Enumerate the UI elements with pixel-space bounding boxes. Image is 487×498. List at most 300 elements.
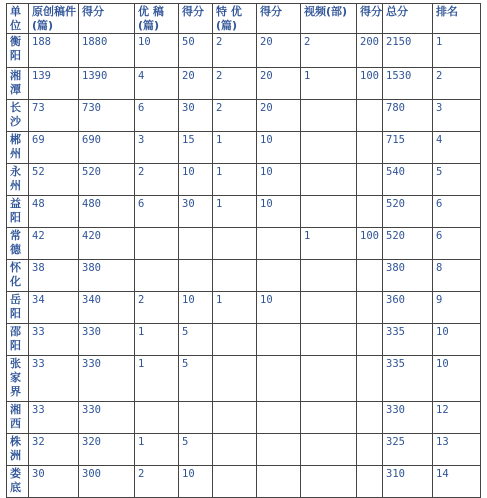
cell-rank [433, 356, 481, 402]
cell-original [29, 324, 79, 356]
cell-score-value: 520 [82, 166, 101, 178]
cell-unit-value: 张家界 [10, 357, 21, 398]
cell-excellent-score [179, 132, 213, 164]
cell-total [383, 466, 433, 498]
table-row [7, 324, 481, 356]
cell-video-score [357, 196, 383, 228]
cell-score-value: 690 [82, 134, 101, 146]
cell-rank-value: 1 [436, 36, 443, 48]
cell-total [383, 324, 433, 356]
header-special-score-label: 得分 [260, 5, 282, 18]
header-video-label: 视频(部) [304, 5, 348, 18]
cell-video [301, 356, 357, 402]
cell-video-score [357, 164, 383, 196]
cell-special-score [257, 434, 301, 466]
cell-unit [7, 402, 29, 434]
cell-excellent-value: 2 [138, 294, 145, 306]
cell-special [213, 324, 257, 356]
cell-rank-value: 2 [436, 70, 443, 82]
cell-original-value: 52 [32, 166, 45, 178]
cell-rank-value: 3 [436, 102, 443, 114]
cell-special-score-value: 10 [260, 134, 273, 146]
cell-video [301, 68, 357, 100]
cell-special [213, 466, 257, 498]
cell-excellent-value: 2 [138, 468, 145, 480]
cell-video-score [357, 402, 383, 434]
cell-original [29, 132, 79, 164]
cell-original [29, 260, 79, 292]
cell-excellent [135, 100, 179, 132]
cell-excellent-score [179, 196, 213, 228]
cell-video-value: 1 [304, 70, 311, 82]
cell-total [383, 356, 433, 402]
cell-score [79, 68, 135, 100]
cell-video-value: 1 [304, 230, 311, 242]
cell-excellent-value: 6 [138, 198, 145, 210]
cell-unit [7, 34, 29, 68]
cell-special-score-value: 10 [260, 294, 273, 306]
cell-rank [433, 324, 481, 356]
cell-excellent-value: 1 [138, 326, 145, 338]
cell-excellent-value: 4 [138, 70, 145, 82]
cell-special [213, 100, 257, 132]
header-score-label: 得分 [82, 5, 104, 18]
header-original [29, 4, 79, 34]
cell-original [29, 292, 79, 324]
cell-original [29, 466, 79, 498]
header-unit [7, 4, 29, 34]
cell-original-value: 32 [32, 436, 45, 448]
cell-score [79, 196, 135, 228]
cell-unit-value: 常德 [10, 229, 21, 256]
cell-score-value: 320 [82, 436, 101, 448]
cell-score-value: 1390 [82, 70, 108, 82]
cell-score [79, 356, 135, 402]
header-special-label: 特 优(篇) [216, 5, 242, 32]
cell-total-value: 1530 [386, 70, 412, 82]
cell-video-score [357, 68, 383, 100]
cell-original [29, 356, 79, 402]
cell-special-score [257, 100, 301, 132]
table-row [7, 196, 481, 228]
table-row [7, 34, 481, 68]
cell-score-value: 330 [82, 326, 101, 338]
cell-original [29, 196, 79, 228]
cell-unit [7, 68, 29, 100]
cell-total [383, 196, 433, 228]
header-special-score [257, 4, 301, 34]
cell-score-value: 730 [82, 102, 101, 114]
cell-video-score [357, 228, 383, 260]
cell-score [79, 100, 135, 132]
cell-video-value: 2 [304, 36, 311, 48]
cell-rank [433, 402, 481, 434]
cell-total-value: 540 [386, 166, 405, 178]
cell-special [213, 34, 257, 68]
cell-score-value: 380 [82, 262, 101, 274]
cell-total-value: 2150 [386, 36, 412, 48]
ranking-table [6, 3, 481, 498]
cell-original-value: 42 [32, 230, 45, 242]
cell-rank-value: 8 [436, 262, 443, 274]
cell-score-value: 480 [82, 198, 101, 210]
cell-video [301, 228, 357, 260]
cell-unit-value: 邵阳 [10, 325, 21, 352]
header-excellent-score [179, 4, 213, 34]
cell-total [383, 292, 433, 324]
cell-unit-value: 怀化 [10, 261, 21, 288]
cell-excellent-score [179, 356, 213, 402]
cell-score-value: 340 [82, 294, 101, 306]
cell-video-score-value: 100 [360, 230, 379, 242]
cell-excellent-score-value: 10 [182, 294, 195, 306]
cell-excellent-score [179, 34, 213, 68]
cell-excellent-score-value: 30 [182, 198, 195, 210]
cell-excellent-score-value: 5 [182, 326, 189, 338]
cell-rank-value: 9 [436, 294, 443, 306]
cell-rank-value: 5 [436, 166, 443, 178]
header-excellent [135, 4, 179, 34]
cell-unit-value: 郴州 [10, 133, 21, 160]
cell-rank [433, 132, 481, 164]
cell-excellent-score-value: 20 [182, 70, 195, 82]
cell-video [301, 100, 357, 132]
table-row [7, 466, 481, 498]
cell-excellent [135, 164, 179, 196]
cell-original-value: 30 [32, 468, 45, 480]
cell-rank-value: 10 [436, 326, 449, 338]
cell-special-score [257, 68, 301, 100]
cell-video [301, 324, 357, 356]
cell-rank-value: 6 [436, 230, 443, 242]
cell-rank-value: 4 [436, 134, 443, 146]
cell-excellent [135, 132, 179, 164]
cell-excellent-score [179, 324, 213, 356]
table-header-row [7, 4, 481, 34]
cell-original-value: 33 [32, 358, 45, 370]
cell-total-value: 330 [386, 404, 405, 416]
cell-video [301, 434, 357, 466]
cell-video [301, 402, 357, 434]
cell-total-value: 520 [386, 198, 405, 210]
header-excellent-score-label: 得分 [182, 5, 204, 18]
cell-excellent-value: 10 [138, 36, 151, 48]
cell-unit [7, 100, 29, 132]
cell-score [79, 292, 135, 324]
cell-score [79, 164, 135, 196]
cell-score [79, 260, 135, 292]
cell-score-value: 300 [82, 468, 101, 480]
cell-video-score [357, 292, 383, 324]
cell-score [79, 324, 135, 356]
cell-unit-value: 岳阳 [10, 293, 21, 320]
cell-total-value: 360 [386, 294, 405, 306]
cell-excellent-value: 1 [138, 436, 145, 448]
header-total-label: 总分 [386, 5, 408, 18]
cell-rank-value: 13 [436, 436, 449, 448]
header-score [79, 4, 135, 34]
cell-special [213, 228, 257, 260]
cell-score [79, 402, 135, 434]
cell-unit [7, 228, 29, 260]
cell-video [301, 466, 357, 498]
cell-unit [7, 132, 29, 164]
cell-excellent-score-value: 5 [182, 358, 189, 370]
cell-special-value: 1 [216, 166, 223, 178]
cell-excellent-score [179, 68, 213, 100]
cell-excellent-score [179, 434, 213, 466]
header-original-label: 原创稿件(篇) [32, 5, 76, 32]
cell-excellent-score [179, 402, 213, 434]
cell-special-score [257, 466, 301, 498]
cell-excellent [135, 196, 179, 228]
cell-unit-value: 衡阳 [10, 35, 21, 62]
cell-total [383, 434, 433, 466]
cell-original [29, 228, 79, 260]
cell-rank-value: 14 [436, 468, 449, 480]
cell-total [383, 132, 433, 164]
cell-unit [7, 292, 29, 324]
table-row [7, 100, 481, 132]
cell-original-value: 69 [32, 134, 45, 146]
cell-excellent [135, 402, 179, 434]
cell-excellent-score-value: 50 [182, 36, 195, 48]
cell-total [383, 228, 433, 260]
header-rank-label: 排名 [436, 5, 458, 18]
cell-video [301, 34, 357, 68]
cell-unit [7, 324, 29, 356]
cell-unit-value: 株洲 [10, 435, 21, 462]
header-special [213, 4, 257, 34]
cell-special-score-value: 10 [260, 166, 273, 178]
cell-total [383, 100, 433, 132]
cell-rank [433, 292, 481, 324]
cell-special [213, 260, 257, 292]
cell-original [29, 164, 79, 196]
cell-total-value: 715 [386, 134, 405, 146]
cell-special-score [257, 196, 301, 228]
cell-original [29, 402, 79, 434]
cell-original-value: 73 [32, 102, 45, 114]
cell-total-value: 780 [386, 102, 405, 114]
cell-unit [7, 260, 29, 292]
cell-rank-value: 6 [436, 198, 443, 210]
cell-excellent [135, 434, 179, 466]
cell-special [213, 434, 257, 466]
cell-video-score [357, 100, 383, 132]
cell-original-value: 48 [32, 198, 45, 210]
table-row [7, 132, 481, 164]
cell-excellent [135, 356, 179, 402]
cell-excellent [135, 68, 179, 100]
table-row [7, 434, 481, 466]
cell-video-score-value: 100 [360, 70, 379, 82]
cell-video-score-value: 200 [360, 36, 379, 48]
table-row [7, 228, 481, 260]
cell-special-score [257, 402, 301, 434]
cell-special-score [257, 228, 301, 260]
cell-special-score-value: 20 [260, 36, 273, 48]
cell-original-value: 33 [32, 404, 45, 416]
cell-special-value: 1 [216, 198, 223, 210]
cell-special-value: 2 [216, 70, 223, 82]
cell-special-value: 1 [216, 294, 223, 306]
cell-excellent [135, 292, 179, 324]
cell-unit-value: 湘西 [10, 403, 21, 430]
cell-excellent-score-value: 10 [182, 468, 195, 480]
cell-rank [433, 228, 481, 260]
cell-excellent-value: 2 [138, 166, 145, 178]
table-row [7, 260, 481, 292]
cell-unit-value: 湘潭 [10, 69, 21, 96]
cell-special [213, 356, 257, 402]
cell-unit-value: 永州 [10, 165, 21, 192]
header-excellent-label: 优 稿(篇) [138, 5, 164, 32]
cell-rank-value: 10 [436, 358, 449, 370]
header-total [383, 4, 433, 34]
cell-video [301, 132, 357, 164]
cell-rank [433, 68, 481, 100]
cell-total [383, 402, 433, 434]
cell-video-score [357, 324, 383, 356]
cell-original-value: 139 [32, 70, 51, 82]
cell-excellent-score-value: 15 [182, 134, 195, 146]
cell-video [301, 260, 357, 292]
cell-special [213, 132, 257, 164]
cell-rank [433, 34, 481, 68]
header-video-score-label: 得分 [360, 5, 382, 18]
cell-total-value: 310 [386, 468, 405, 480]
cell-excellent [135, 324, 179, 356]
cell-rank [433, 466, 481, 498]
cell-score-value: 420 [82, 230, 101, 242]
header-rank [433, 4, 481, 34]
cell-special [213, 402, 257, 434]
cell-unit [7, 466, 29, 498]
cell-excellent-score-value: 30 [182, 102, 195, 114]
cell-special-score-value: 10 [260, 198, 273, 210]
table-row [7, 68, 481, 100]
cell-unit-value: 娄底 [10, 467, 21, 494]
cell-unit-value: 益阳 [10, 197, 21, 224]
cell-original [29, 434, 79, 466]
cell-special-score [257, 34, 301, 68]
cell-video-score [357, 356, 383, 402]
cell-special [213, 292, 257, 324]
cell-excellent-score [179, 292, 213, 324]
cell-video-score [357, 260, 383, 292]
cell-video [301, 196, 357, 228]
cell-rank-value: 12 [436, 404, 449, 416]
cell-special [213, 68, 257, 100]
cell-total-value: 335 [386, 358, 405, 370]
cell-excellent [135, 260, 179, 292]
table-row [7, 402, 481, 434]
cell-excellent-value: 6 [138, 102, 145, 114]
cell-score-value: 330 [82, 358, 101, 370]
cell-rank [433, 100, 481, 132]
cell-special-value: 2 [216, 36, 223, 48]
cell-video [301, 164, 357, 196]
cell-special-score [257, 132, 301, 164]
cell-excellent-score [179, 100, 213, 132]
cell-original-value: 38 [32, 262, 45, 274]
cell-special-value: 1 [216, 134, 223, 146]
cell-original [29, 34, 79, 68]
cell-special-value: 2 [216, 102, 223, 114]
cell-score [79, 434, 135, 466]
cell-unit-value: 长沙 [10, 101, 21, 128]
cell-excellent [135, 466, 179, 498]
cell-total [383, 164, 433, 196]
cell-rank [433, 196, 481, 228]
header-video [301, 4, 357, 34]
cell-video-score [357, 34, 383, 68]
cell-excellent-score [179, 466, 213, 498]
cell-excellent-value: 1 [138, 358, 145, 370]
table-row [7, 164, 481, 196]
cell-total-value: 335 [386, 326, 405, 338]
cell-special-score [257, 356, 301, 402]
header-unit-label: 单位 [10, 5, 21, 32]
header-video-score [357, 4, 383, 34]
cell-total [383, 34, 433, 68]
cell-excellent-value: 3 [138, 134, 145, 146]
cell-score [79, 34, 135, 68]
table-row [7, 356, 481, 402]
cell-original [29, 68, 79, 100]
cell-original-value: 33 [32, 326, 45, 338]
cell-rank [433, 164, 481, 196]
cell-unit [7, 164, 29, 196]
cell-special-score [257, 260, 301, 292]
cell-total-value: 380 [386, 262, 405, 274]
cell-special [213, 196, 257, 228]
cell-original-value: 34 [32, 294, 45, 306]
cell-excellent-score [179, 228, 213, 260]
cell-video-score [357, 132, 383, 164]
cell-rank [433, 434, 481, 466]
cell-special [213, 164, 257, 196]
cell-total-value: 325 [386, 436, 405, 448]
cell-rank [433, 260, 481, 292]
cell-unit [7, 356, 29, 402]
cell-unit [7, 196, 29, 228]
cell-excellent-score-value: 10 [182, 166, 195, 178]
cell-excellent [135, 34, 179, 68]
cell-total [383, 68, 433, 100]
cell-total [383, 260, 433, 292]
cell-video-score [357, 466, 383, 498]
cell-special-score [257, 292, 301, 324]
cell-excellent-score [179, 260, 213, 292]
cell-excellent-score [179, 164, 213, 196]
cell-original [29, 100, 79, 132]
cell-unit [7, 434, 29, 466]
cell-video-score [357, 434, 383, 466]
cell-special-score-value: 20 [260, 102, 273, 114]
cell-excellent-score-value: 5 [182, 436, 189, 448]
cell-total-value: 520 [386, 230, 405, 242]
table-row [7, 292, 481, 324]
cell-special-score-value: 20 [260, 70, 273, 82]
cell-score [79, 132, 135, 164]
cell-score-value: 330 [82, 404, 101, 416]
cell-excellent [135, 228, 179, 260]
cell-score-value: 1880 [82, 36, 108, 48]
cell-video [301, 292, 357, 324]
cell-special-score [257, 164, 301, 196]
